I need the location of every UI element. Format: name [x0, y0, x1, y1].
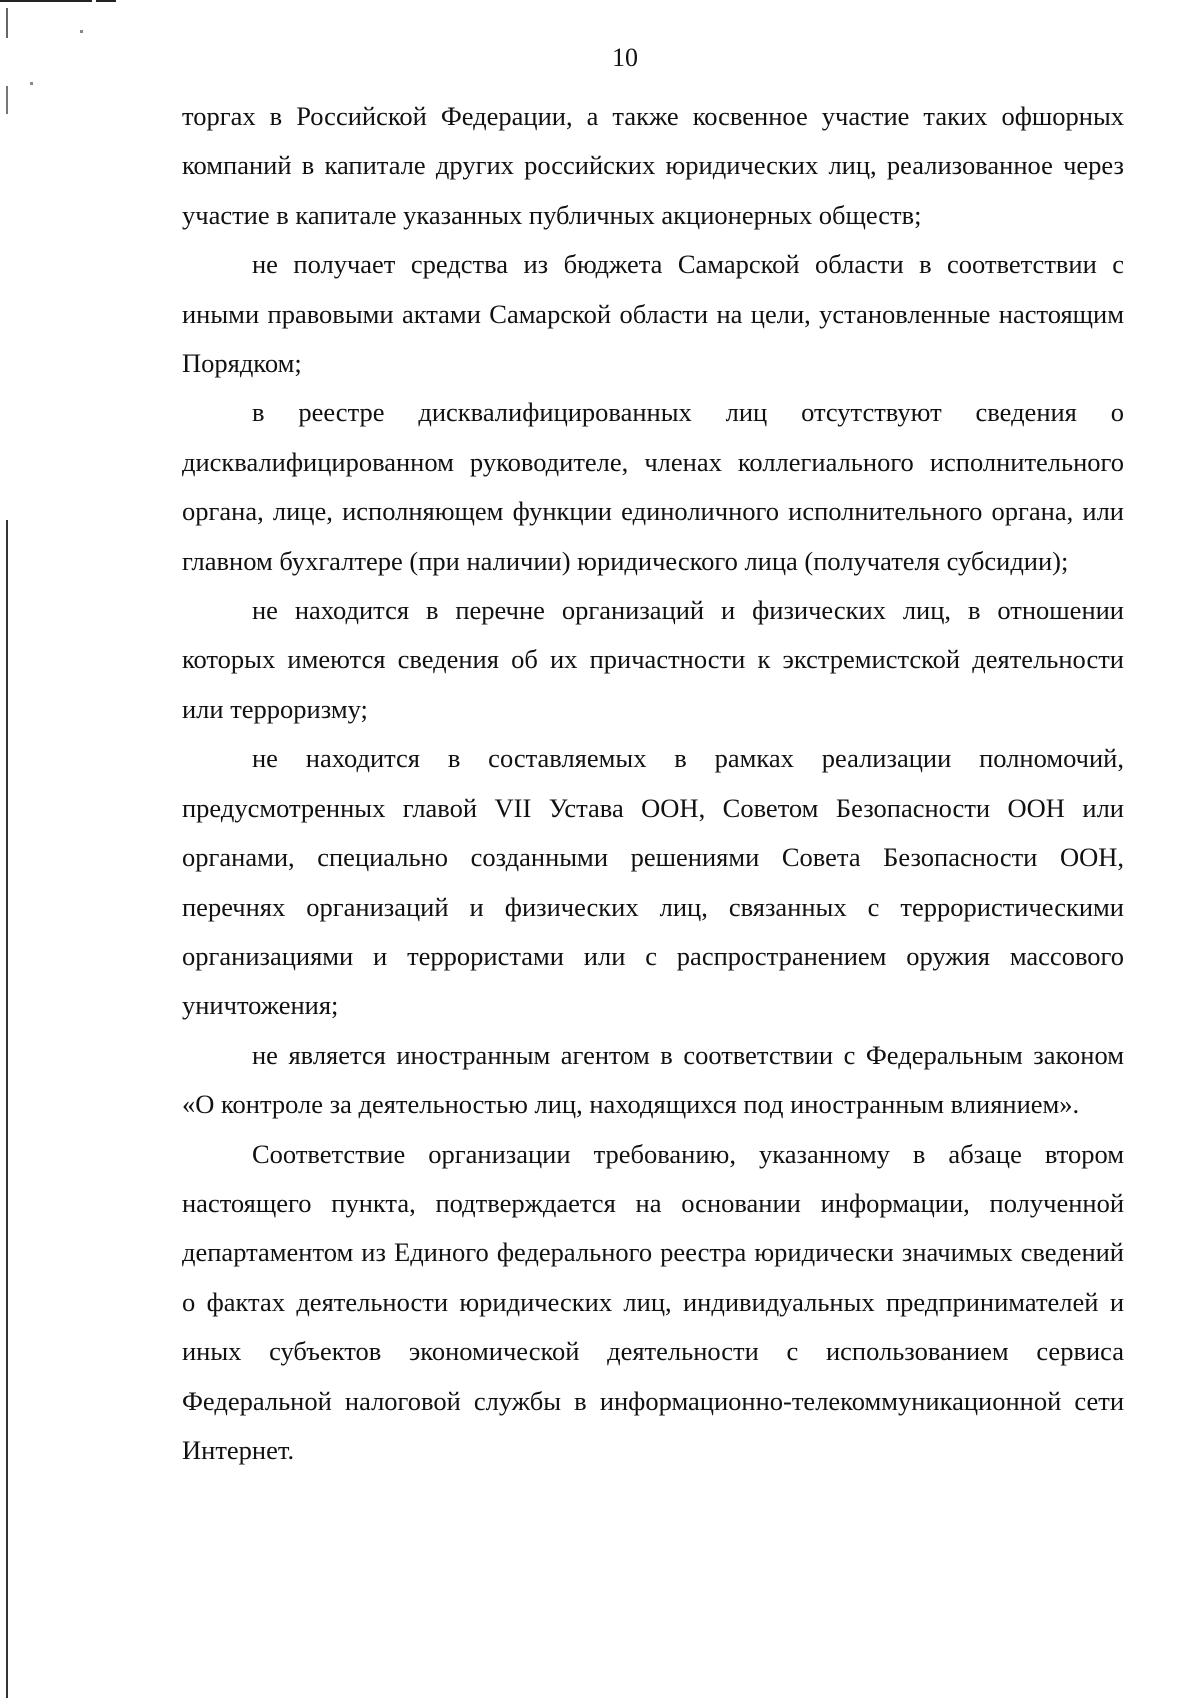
paragraph-budget-funds: не получает средства из бюджета Самарской области в соответствии с иными правовыми актами Самарской области на цели, установленные настоящим Порядком; — [182, 249, 1124, 379]
scan-artifact-left-edge — [6, 520, 8, 1698]
scan-artifact-left-edge — [6, 86, 8, 114]
scan-artifact-left-edge — [6, 8, 8, 38]
paragraph-compliance-verification: Соответствие организации требованию, указанному в абзаце втором настоящего пункта, подтверждается на основании информации, полученной департаментом из Единого федерального реестра юридически значимых сведений о фактах деятельности юридических лиц, индивидуальных предпринимателей и иных субъектов экономической деятельности с использованием сервиса Федеральной налоговой службы в информационно-телекоммуникационной сети Интернет. — [182, 1138, 1124, 1465]
scan-artifact-top-line — [0, 0, 92, 2]
paragraph-disqualified-registry: в реестре дисквалифицированных лиц отсутствуют сведения о дисквалифицированном руководителе, членах коллегиального исполнительного органа, лице, исполняющем функции единоличного исполнительного органа, или главном бухгалтере (при наличии) юридического лица (получателя субсидии); — [182, 397, 1124, 576]
document-body — [182, 92, 1124, 1475]
paragraph-continuation: торгах в Российской Федерации, а также косвенное участие таких офшорных компаний в капитале других российских юридических лиц, реализованное через участие в капитале указанных публичных акционерных обществ; — [182, 101, 1124, 230]
paragraph-extremism-list: не находится в перечне организаций и физических лиц, в отношении которых имеются сведения об их причастности к экстремистской деятельности или терроризму; — [182, 595, 1124, 724]
paragraph-foreign-agent: не является иностранным агентом в соответствии с Федеральным законом «О контроле за деятельностью лиц, находящихся под иностранным влиянием». — [182, 1039, 1124, 1120]
scan-artifact-dot — [30, 82, 33, 85]
scan-artifact-dot — [80, 30, 83, 33]
scan-artifact-top-dash — [96, 0, 116, 2]
page-number: 10 — [612, 43, 638, 72]
paragraph-un-sanctions: не находится в составляемых в рамках реализации полномочий, предусмотренных главой VII Устава ООН, Советом Безопасности ООН или органами, специально созданными решениями Совета Безопасности ООН, перечнях организаций и физических лиц, связанных с террористическими организациями и террористами или с распространением оружия массового уничтожения; — [182, 743, 1124, 1021]
